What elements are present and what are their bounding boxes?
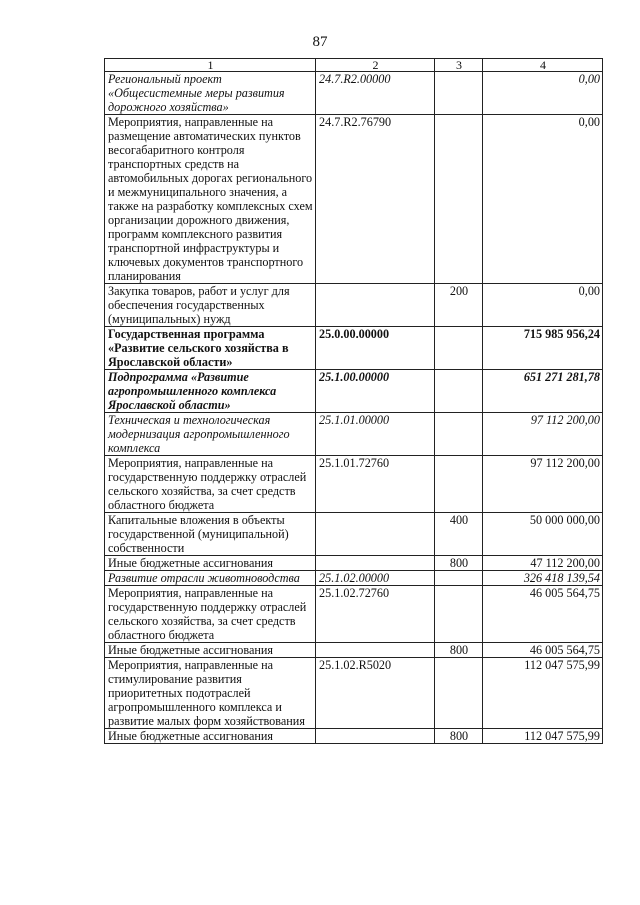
row-amount: 0,00 (483, 284, 603, 327)
table-row (105, 729, 603, 744)
budget-table (104, 58, 603, 744)
row-name: Иные бюджетные ассигнования (105, 556, 316, 571)
row-name: Капитальные вложения в объекты государственной (муниципальной) собственности (105, 513, 316, 556)
row-name: Мероприятия, направленные на государственную поддержку отраслей сельского хозяйства, за счет средств областного бюджета (105, 586, 316, 643)
table-row (105, 370, 603, 413)
row-expense-type (435, 456, 483, 513)
row-code: 25.0.00.00000 (316, 327, 435, 370)
table-row (105, 586, 603, 643)
row-expense-type (435, 72, 483, 115)
row-name: Закупка товаров, работ и услуг для обеспечения государственных (муниципальных) нужд (105, 284, 316, 327)
row-expense-type: 800 (435, 729, 483, 744)
row-amount: 97 112 200,00 (483, 456, 603, 513)
row-code (316, 556, 435, 571)
row-amount: 326 418 139,54 (483, 571, 603, 586)
row-code: 25.1.01.00000 (316, 413, 435, 456)
table-row (105, 513, 603, 556)
row-expense-type (435, 586, 483, 643)
table-body (105, 72, 603, 744)
table-row (105, 658, 603, 729)
row-expense-type: 200 (435, 284, 483, 327)
row-expense-type (435, 413, 483, 456)
page-number: 87 (312, 34, 328, 50)
row-amount: 112 047 575,99 (483, 658, 603, 729)
row-expense-type (435, 571, 483, 586)
table-row (105, 72, 603, 115)
row-code: 25.1.02.72760 (316, 586, 435, 643)
row-name: Мероприятия, направленные на государственную поддержку отраслей сельского хозяйства, за счет средств областного бюджета (105, 456, 316, 513)
table-row (105, 115, 603, 284)
row-code (316, 513, 435, 556)
row-expense-type (435, 327, 483, 370)
table-row (105, 571, 603, 586)
row-amount: 112 047 575,99 (483, 729, 603, 744)
row-name: Региональный проект «Общесистемные меры развития дорожного хозяйства» (105, 72, 316, 115)
row-code (316, 284, 435, 327)
table-row (105, 643, 603, 658)
row-code: 25.1.00.00000 (316, 370, 435, 413)
row-amount: 715 985 956,24 (483, 327, 603, 370)
row-code (316, 729, 435, 744)
row-amount: 46 005 564,75 (483, 643, 603, 658)
row-code: 25.1.02.00000 (316, 571, 435, 586)
header-col-1: 1 (105, 59, 316, 72)
row-amount: 46 005 564,75 (483, 586, 603, 643)
row-expense-type (435, 658, 483, 729)
table-row (105, 456, 603, 513)
header-row (105, 59, 603, 72)
row-code: 24.7.R2.76790 (316, 115, 435, 284)
row-amount: 0,00 (483, 115, 603, 284)
row-expense-type (435, 370, 483, 413)
row-code (316, 643, 435, 658)
header-col-3: 3 (435, 59, 483, 72)
row-code: 24.7.R2.00000 (316, 72, 435, 115)
row-amount: 0,00 (483, 72, 603, 115)
row-expense-type: 400 (435, 513, 483, 556)
table-row (105, 327, 603, 370)
row-amount: 50 000 000,00 (483, 513, 603, 556)
table-row (105, 556, 603, 571)
row-amount: 47 112 200,00 (483, 556, 603, 571)
header-col-4: 4 (483, 59, 603, 72)
row-code: 25.1.02.R5020 (316, 658, 435, 729)
row-name: Подпрограмма «Развитие агропромышленного комплекса Ярославской области» (105, 370, 316, 413)
row-name: Государственная программа «Развитие сельского хозяйства в Ярославской области» (105, 327, 316, 370)
row-amount: 97 112 200,00 (483, 413, 603, 456)
row-name: Мероприятия, направленные на стимулирование развития приоритетных подотраслей агропромышленного комплекса и развитие малых форм хозяйствования (105, 658, 316, 729)
row-name: Мероприятия, направленные на размещение автоматических пунктов весогабаритного контроля транспортных средств на автомобильных дорогах регионального и межмуниципального значения, а также на разработку комплексных схем организации дорожного движения, программ комплексного развития транспортной инфраструктуры и ключевых документов транспортного планирования (105, 115, 316, 284)
row-name: Техническая и технологическая модернизация агропромышленного комплекса (105, 413, 316, 456)
row-name: Иные бюджетные ассигнования (105, 643, 316, 658)
table-row (105, 284, 603, 327)
row-amount: 651 271 281,78 (483, 370, 603, 413)
row-code: 25.1.01.72760 (316, 456, 435, 513)
table-row (105, 413, 603, 456)
row-expense-type: 800 (435, 643, 483, 658)
row-name: Иные бюджетные ассигнования (105, 729, 316, 744)
row-expense-type (435, 115, 483, 284)
row-expense-type: 800 (435, 556, 483, 571)
row-name: Развитие отрасли животноводства (105, 571, 316, 586)
header-col-2: 2 (316, 59, 435, 72)
table-header (105, 59, 603, 72)
